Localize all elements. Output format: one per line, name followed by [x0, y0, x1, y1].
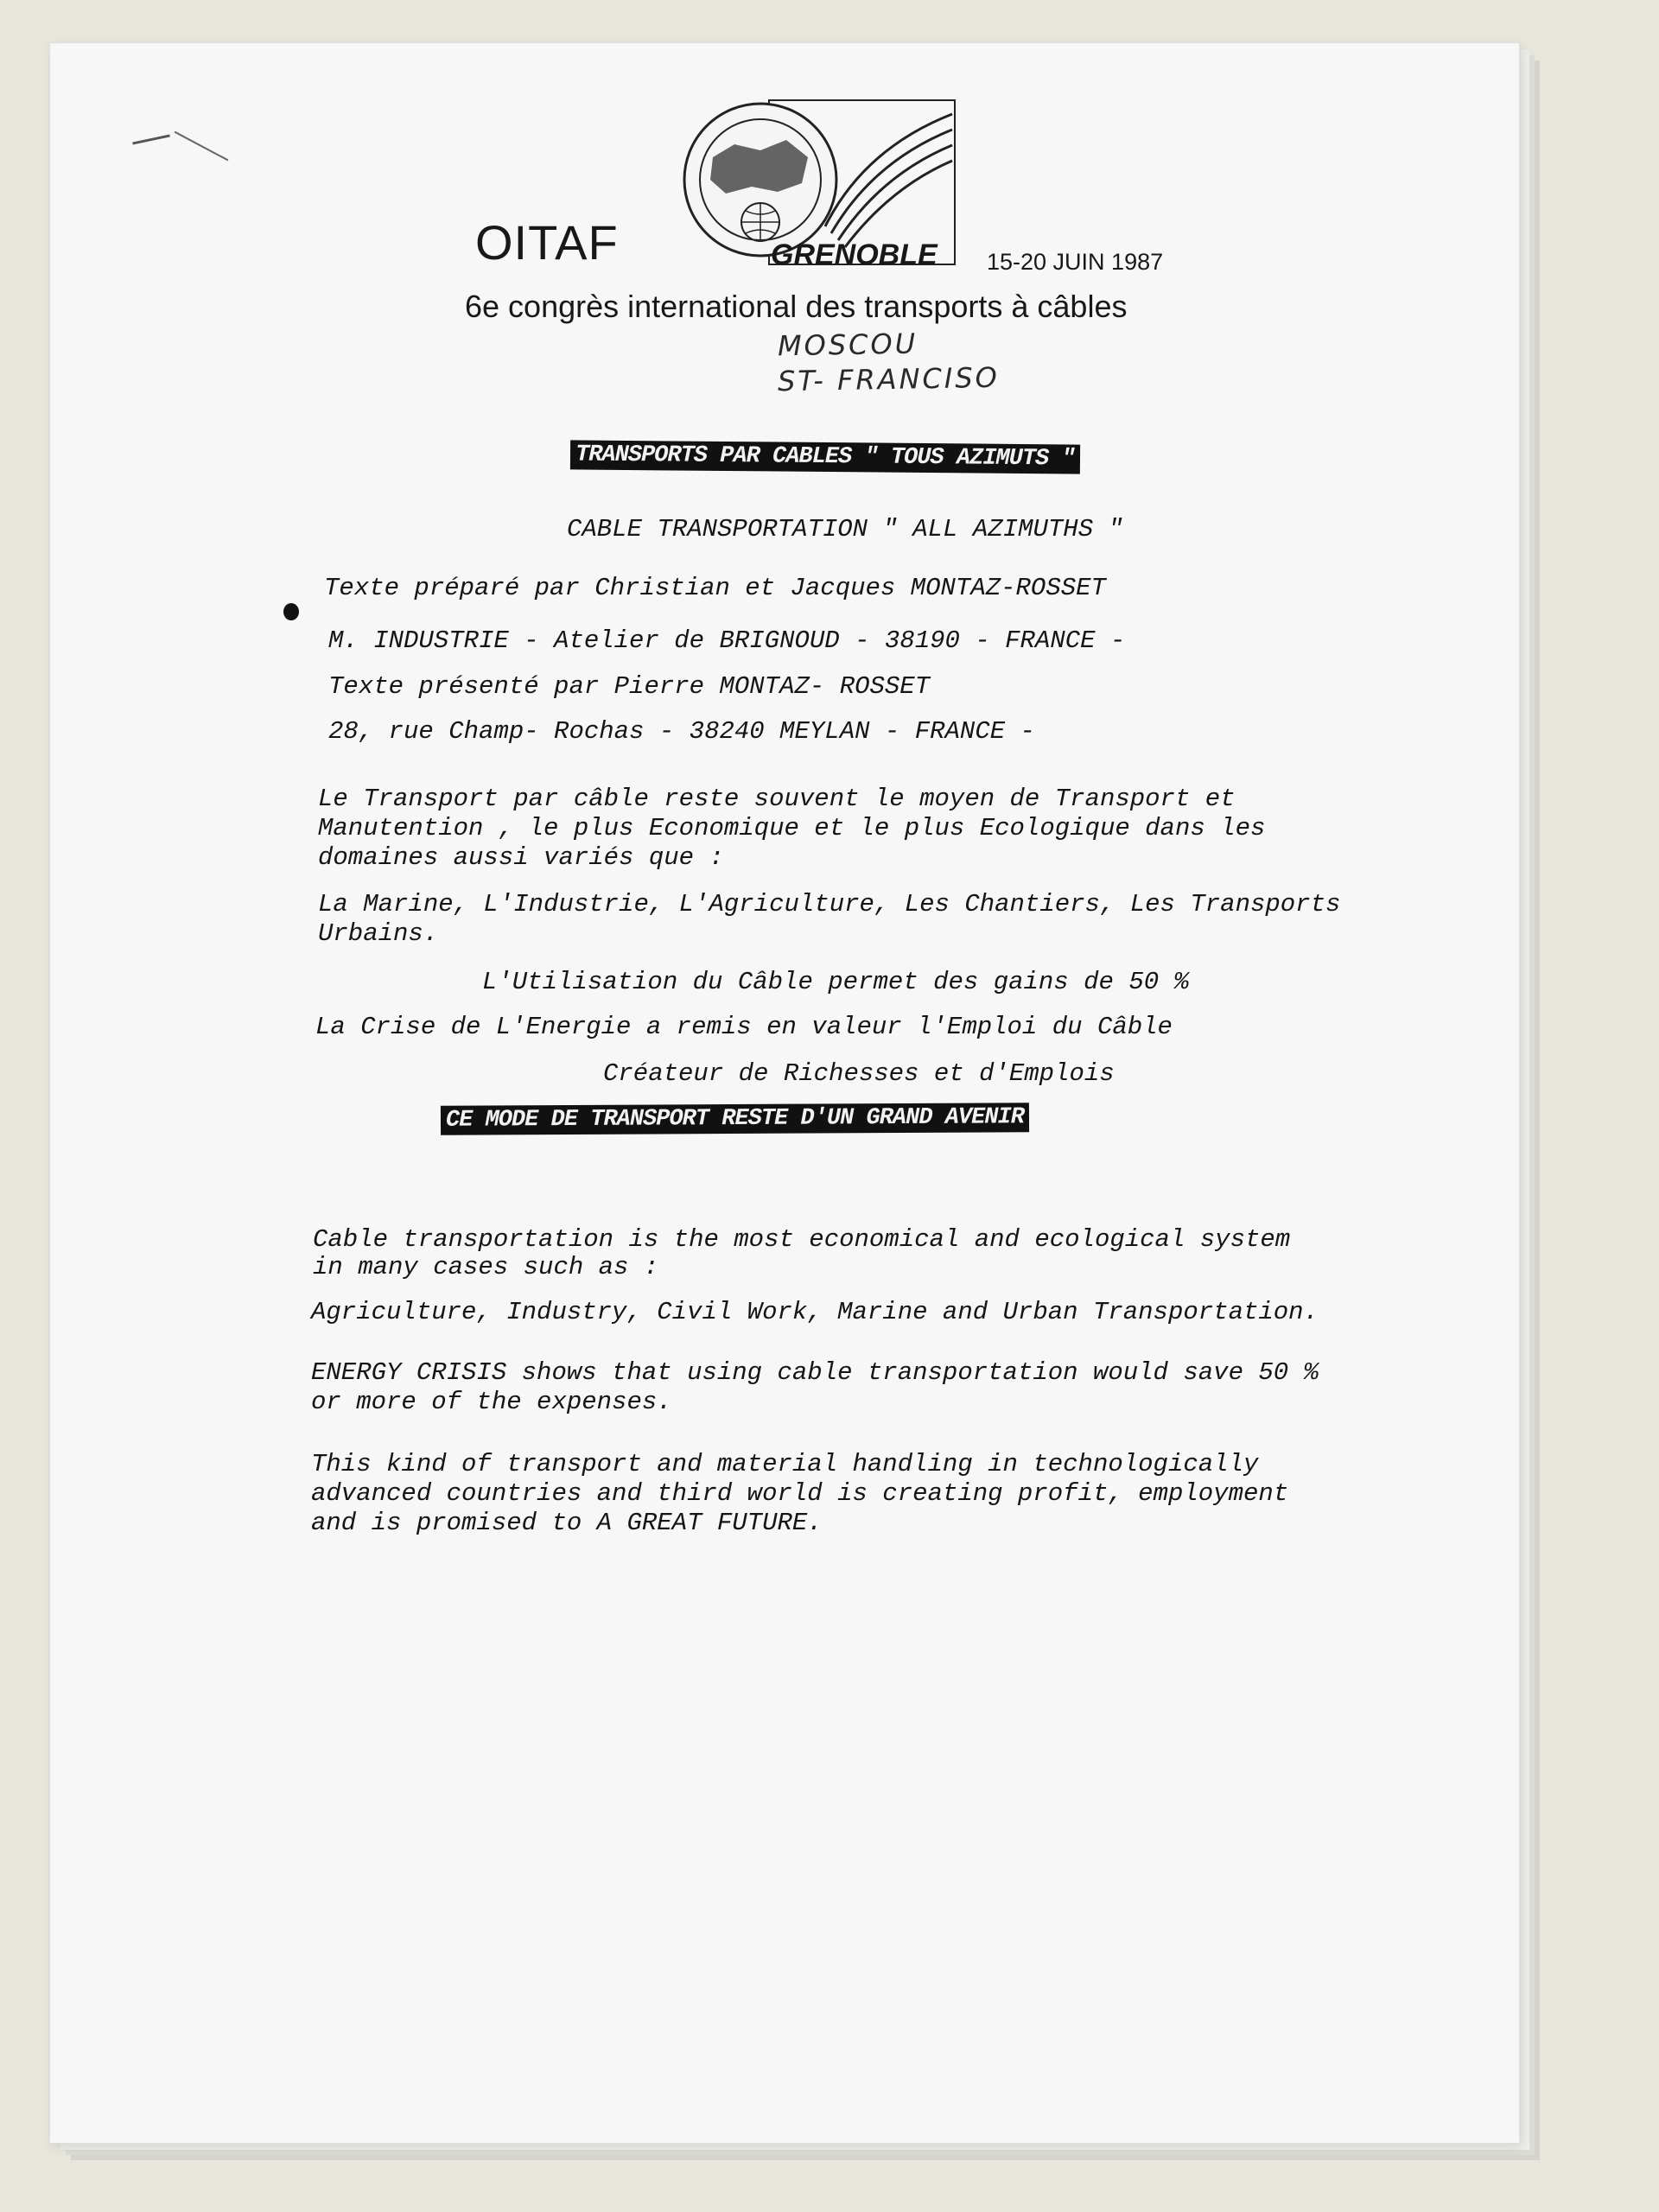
- creator-statement: Créateur de Richesses et d'Emplois: [603, 1059, 1115, 1088]
- english-paragraph-line: in many cases such as :: [313, 1253, 659, 1281]
- oitaf-logo-text: OITAF: [475, 215, 619, 270]
- presenter-address: 28, rue Champ- Rochas - 38240 MEYLAN - FRANCE -: [328, 717, 1035, 746]
- english-title: CABLE TRANSPORTATION " ALL AZIMUTHS ": [567, 515, 1123, 543]
- staple-mark: [175, 131, 229, 162]
- future-banner: CE MODE DE TRANSPORT RESTE D'UN GRAND AVENIR: [441, 1103, 1029, 1135]
- french-paragraph-line: Le Transport par câble reste souvent le moyen de Transport et: [318, 785, 1236, 813]
- bullet-mark: [283, 603, 299, 620]
- gain-statement: L'Utilisation du Câble permet des gains de 50 %: [482, 968, 1189, 996]
- congress-dates: 15-20 JUIN 1987: [987, 249, 1164, 275]
- presented-by: Texte présenté par Pierre MONTAZ- ROSSET: [328, 672, 931, 701]
- english-paragraph-line: Cable transportation is the most economical and ecological system: [313, 1225, 1291, 1254]
- english-paragraph-line: or more of the expenses.: [311, 1388, 672, 1416]
- english-paragraph-line: This kind of transport and material handling in technologically: [311, 1450, 1259, 1478]
- french-paragraph-line: La Marine, L'Industrie, L'Agriculture, Les Chantiers, Les Transports: [318, 890, 1341, 918]
- english-paragraph-line: advanced countries and third world is creating profit, employment: [311, 1479, 1289, 1508]
- french-paragraph-line: domaines aussi variés que :: [318, 843, 724, 872]
- handwritten-note: MOSCOU: [777, 327, 918, 363]
- staple-mark: [132, 134, 170, 144]
- handwritten-note: ST- FRANCISO: [777, 360, 1001, 398]
- french-paragraph-line: Manutention , le plus Economique et le plus Ecologique dans les: [318, 814, 1266, 842]
- crisis-statement: La Crise de L'Energie a remis en valeur l'Emploi du Câble: [315, 1013, 1173, 1041]
- french-paragraph-line: Urbains.: [318, 919, 439, 948]
- english-paragraph-line: Agriculture, Industry, Civil Work, Marine and Urban Transportation.: [311, 1298, 1319, 1326]
- prepared-by: Texte préparé par Christian et Jacques MONTAZ-ROSSET: [324, 574, 1106, 602]
- company-address: M. INDUSTRIE - Atelier de BRIGNOUD - 38190 - FRANCE -: [328, 626, 1126, 655]
- english-paragraph-line: ENERGY CRISIS shows that using cable transportation would save 50 %: [311, 1358, 1319, 1387]
- congress-header: [475, 93, 1210, 318]
- english-paragraph-line: and is promised to A GREAT FUTURE.: [311, 1509, 823, 1537]
- congress-title: 6e congrès international des transports à câbles: [465, 289, 1128, 324]
- french-title-banner: TRANSPORTS PAR CABLES " TOUS AZIMUTS ": [570, 440, 1080, 474]
- city-label: GRENOBLE: [771, 238, 938, 271]
